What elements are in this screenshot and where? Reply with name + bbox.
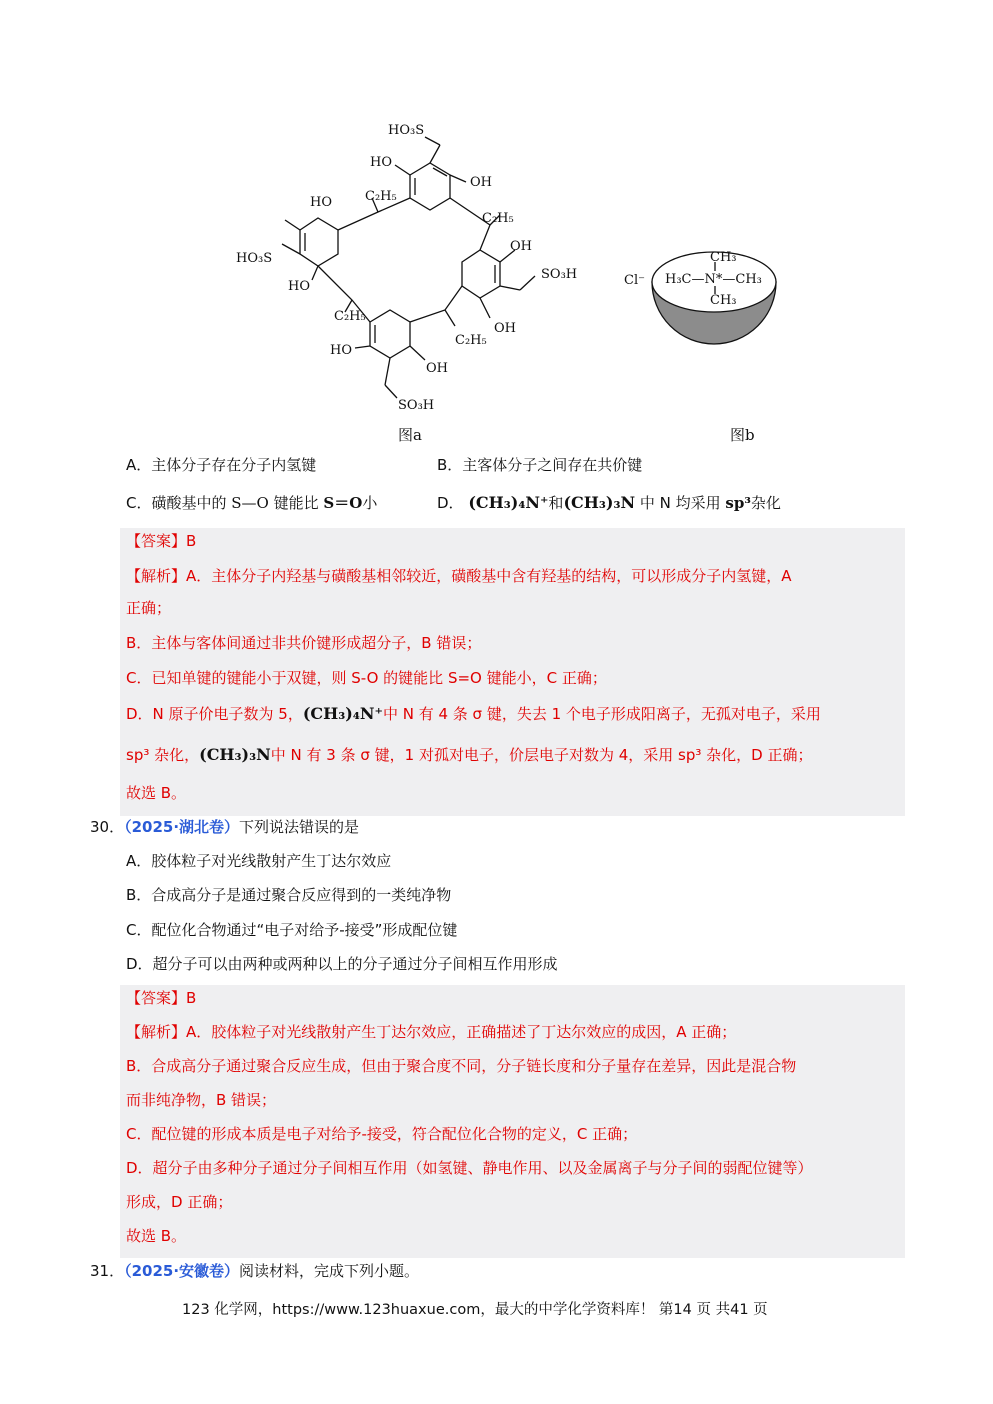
answer-label: 【答案】 xyxy=(126,989,187,1007)
ho-label: HO xyxy=(288,279,310,294)
analysis-text: sp³ 杂化， xyxy=(126,746,200,764)
q29-answer xyxy=(126,531,196,551)
ch3-label: CH₃ xyxy=(710,250,737,265)
answer-value: B xyxy=(186,532,197,550)
analysis-text: 中 N 有 4 条 σ 键，失去 1 个电子形成阳离子，无孤对电子，采用 xyxy=(382,705,821,723)
q30-option-d: D．超分子可以由两种或两种以上的分子通过分子间相互作用形成 xyxy=(126,955,558,973)
q29-analysis-line-5 xyxy=(126,745,812,765)
q29-option-a: A．主体分子存在分子内氢键 xyxy=(126,456,317,474)
q30-analysis-line-5: 故选 B。 xyxy=(126,1227,187,1245)
q29-analysis-line-6: 故选 B。 xyxy=(126,784,187,802)
q30-analysis-line-4a: D．超分子由多种分子通过分子间相互作用（如氢键、静电作用、以及金属离子与分子间的弱配位键等） xyxy=(126,1159,813,1177)
question-stem: 下列说法错误的是 xyxy=(239,818,360,836)
answer-value: B xyxy=(186,989,197,1007)
q29-option-d xyxy=(437,493,781,513)
question-source: （2025·安徽卷） xyxy=(124,1262,240,1280)
trimethylamine-formula: (CH₃)₃N xyxy=(563,493,636,512)
so3h-right-label: SO₃H xyxy=(541,267,578,282)
option-d-mid: 中 N 均采用 xyxy=(639,494,721,512)
option-d-suffix: 杂化 xyxy=(750,494,781,512)
chloride-label: Cl⁻ xyxy=(624,273,645,288)
tetramethylammonium-formula: (CH₃)₄N⁺ xyxy=(302,704,383,723)
q30-stem xyxy=(90,817,359,837)
page-footer: 123 化学网，https://www.123huaxue.com，最大的中学化学资料库！ 第14 页 共41 页 xyxy=(182,1302,768,1318)
q29-option-b: B．主客体分子之间存在共价键 xyxy=(437,456,643,474)
q29-analysis-line-1b: 正确； xyxy=(126,599,172,617)
question-number: 30． xyxy=(90,818,125,836)
question-source: （2025·湖北卷） xyxy=(124,818,240,836)
q31-stem xyxy=(90,1261,419,1281)
q29-analysis-line-1 xyxy=(126,566,792,586)
analysis-label: 【解析】 xyxy=(126,567,187,585)
figure-b-caption: 图b xyxy=(730,426,755,444)
ch3-label: CH₃ xyxy=(710,293,737,308)
analysis-label: 【解析】 xyxy=(126,1023,187,1041)
analysis-text: D．N 原子价电子数为 5， xyxy=(126,705,303,723)
option-d-and: 和 xyxy=(548,494,564,512)
c2h5-label: C₂H₅ xyxy=(365,189,397,204)
so3h-top-label: HO₃S xyxy=(388,123,425,138)
s-o-double-bond: S＝O xyxy=(323,494,363,512)
sp3-label: sp³ xyxy=(725,494,751,512)
q30-option-a: A．胶体粒子对光线散射产生丁达尔效应 xyxy=(126,852,392,870)
oh-label: OH xyxy=(470,175,492,190)
question-number: 31． xyxy=(90,1262,125,1280)
so3h-left-label: HO₃S xyxy=(236,251,273,266)
q29-analysis-line-2: B．主体与客体间通过非共价键形成超分子，B 错误； xyxy=(126,634,482,652)
so3h-bottom-label: SO₃H xyxy=(398,398,435,413)
option-c-suffix: 小 xyxy=(362,494,378,512)
q30-analysis-line-3: C．配位键的形成本质是电子对给予-接受，符合配位化合物的定义，C 正确； xyxy=(126,1125,638,1143)
c2h5-label: C₂H₅ xyxy=(482,211,514,226)
trimethylamine-formula: (CH₃)₃N xyxy=(199,745,271,764)
ho-label: HO xyxy=(310,195,332,210)
question-stem: 阅读材料，完成下列小题。 xyxy=(239,1262,420,1280)
q30-analysis-line-2b: 而非纯净物，B 错误； xyxy=(126,1091,277,1109)
oh-label: OH xyxy=(494,321,516,336)
q30-option-b: B．合成高分子是通过聚合反应得到的一类纯净物 xyxy=(126,886,452,904)
figure-a-calixarene xyxy=(225,110,595,420)
option-c-prefix: C．磺酸基中的 xyxy=(126,494,227,512)
option-d-prefix: D． xyxy=(437,494,464,512)
q29-analysis-line-4 xyxy=(126,704,821,724)
oh-label: OH xyxy=(510,239,532,254)
option-c-mid: 键能比 xyxy=(273,494,319,512)
figure-a-caption: 图a xyxy=(398,426,422,444)
answer-label: 【答案】 xyxy=(126,532,187,550)
figure-b-host-guest xyxy=(620,240,800,360)
ho-label: HO xyxy=(330,343,352,358)
q30-analysis-line-4b: 形成，D 正确； xyxy=(126,1193,233,1211)
q30-answer xyxy=(126,988,196,1008)
ho-label: HO xyxy=(370,155,392,170)
s-o-single-bond: S—O xyxy=(231,494,269,512)
trimethylammonium-label: H₃C—N*—CH₃ xyxy=(665,272,762,287)
analysis-text: A．胶体粒子对光线散射产生丁达尔效应，正确描述了丁达尔效应的成因，A 正确； xyxy=(186,1023,737,1041)
q29-analysis-line-3: C．已知单键的键能小于双键，则 S-O 的键能比 S=O 键能小，C 正确； xyxy=(126,669,607,687)
q30-analysis-line-2a: B．合成高分子通过聚合反应生成，但由于聚合度不同，分子链长度和分子量存在差异，因此是混合物 xyxy=(126,1057,797,1075)
c2h5-label: C₂H₅ xyxy=(334,309,366,324)
analysis-text: A．主体分子内羟基与磺酸基相邻较近，磺酸基中含有羟基的结构，可以形成分子内氢键，A xyxy=(186,567,792,585)
analysis-text: 中 N 有 3 条 σ 键，1 对孤对电子，价层电子对数为 4，采用 sp³ 杂化，D 正确； xyxy=(270,746,813,764)
q30-analysis-line-1 xyxy=(126,1022,736,1042)
oh-label: OH xyxy=(426,361,448,376)
tetramethylammonium-formula: (CH₃)₄N⁺ xyxy=(468,493,549,512)
q29-option-c xyxy=(126,493,377,513)
q30-option-c: C．配位化合物通过“电子对给予-接受”形成配位键 xyxy=(126,921,458,939)
c2h5-label: C₂H₅ xyxy=(455,333,487,348)
